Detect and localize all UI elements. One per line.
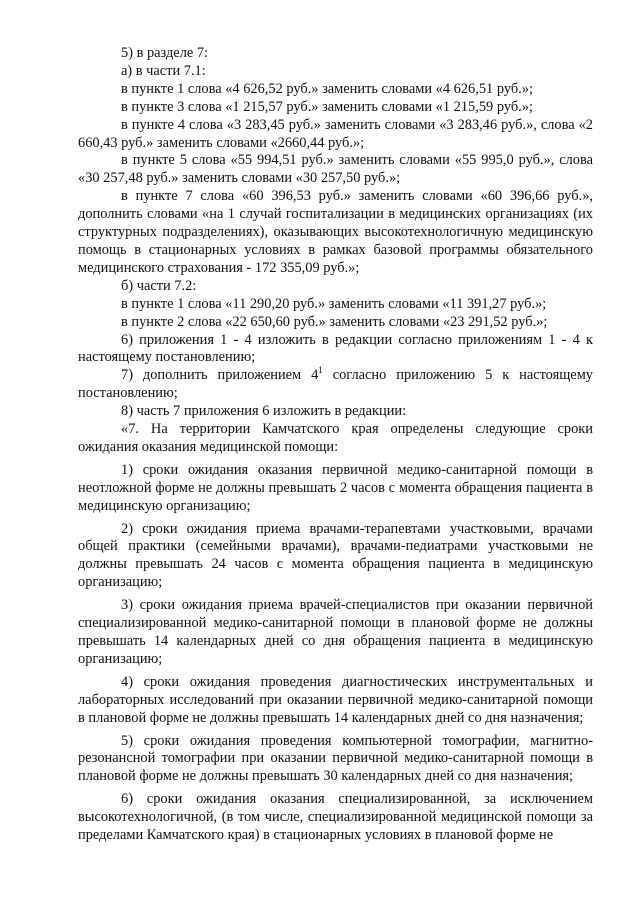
paragraph-item-4: в пункте 4 слова «3 283,45 руб.» заменить словами «3 283,46 руб.», слова «2 660,43 руб.» заменить словами «2660,44 руб.»; [78,116,593,151]
paragraph-7-2-item-2: в пункте 2 слова «22 650,60 руб.» заменить словами «23 291,52 руб.»; [121,313,548,330]
paragraph-waiting-5: 5) сроки ожидания проведения компьютерной томографии, магнитно-резонансной томографии при оказании первичной медико-санитарной помощи в плановой форме не должны превышать 30 календарных дней со дня назначения; [78,732,593,785]
paragraph-part-7-1: а) в части 7.1: [121,62,206,79]
paragraph-add-appendix [78,367,593,403]
paragraph-item-3: в пункте 3 слова «1 215,57 руб.» заменить словами «1 215,59 руб.»; [121,98,533,115]
paragraph-item-5: в пункте 5 слова «55 994,51 руб.» заменить словами «55 995,0 руб.», слова «30 257,48 руб.» заменить словами «30 257,50 руб.»; [78,152,593,187]
paragraph-7-2-item-1: в пункте 1 слова «11 290,20 руб.» заменить словами «11 391,27 руб.»; [121,295,547,312]
add-appendix-text-before: 7) дополнить приложением 4 [121,367,319,384]
paragraph-appendices: 6) приложения 1 - 4 изложить в редакции согласно приложениям 1 - 4 к настоящему постановлению; [78,331,593,366]
paragraph-waiting-4: 4) сроки ожидания проведения диагностических инструментальных и лабораторных исследований при оказании первичной медико-санитарной помощи в плановой форме не должны превышать 14 календарных дней со дня назначения; [78,673,593,726]
add-appendix-text-after: согласно приложению 5 к настоящему постановлению; [78,367,593,402]
paragraph-waiting-times-intro: «7. На территории Камчатского края определены следующие сроки ожидания оказания медицинской помощи: [78,421,593,455]
paragraph-waiting-3: 3) сроки ожидания приема врачей-специалистов при оказании первичной специализированной медико-санитарной помощи в плановой форме не должны превышать 14 календарных дней со дня обращения пациента в медицинскую организацию; [78,597,593,667]
paragraph-section-7: 5) в разделе 7: [121,45,209,61]
document-body [78,45,593,845]
paragraph-waiting-6: 6) сроки ожидания оказания специализированной, за исключением высокотехнологичной, (в том числе, специализированной медицинской помощи за пределами Камчатского края) в стационарных условиях в плановой форме не [78,791,593,844]
add-appendix-superscript: 1 [318,365,323,376]
paragraph-item-7: в пункте 7 слова «60 396,53 руб.» заменить словами «60 396,66 руб.», дополнить словами «на 1 случай госпитализации в медицинских организациях (их структурных подразделениях), оказывающих высокотехнологичную медицинскую помощь в стационарных условиях в рамках базовой программы обязательного медицинского страхования - 172 355,09 руб.»; [78,188,593,276]
paragraph-item-1: в пункте 1 слова «4 626,52 руб.» заменить словами «4 626,51 руб.»; [121,80,533,97]
paragraph-waiting-1: 1) сроки ожидания оказания первичной медико-санитарной помощи в неотложной форме не должны превышать 2 часов с момента обращения пациента в медицинскую организацию; [78,461,593,514]
paragraph-part-7-2: б) части 7.2: [121,277,197,294]
paragraph-part-7-appendix-6: 8) часть 7 приложения 6 изложить в редакции: [121,403,407,420]
paragraph-waiting-2: 2) сроки ожидания приема врачами-терапевтами участковыми, врачами общей практики (семейными врачами), врачами-педиатрами участковыми не должны превышать 24 часов с момента обращения пациента в медицинскую организацию; [78,520,593,591]
